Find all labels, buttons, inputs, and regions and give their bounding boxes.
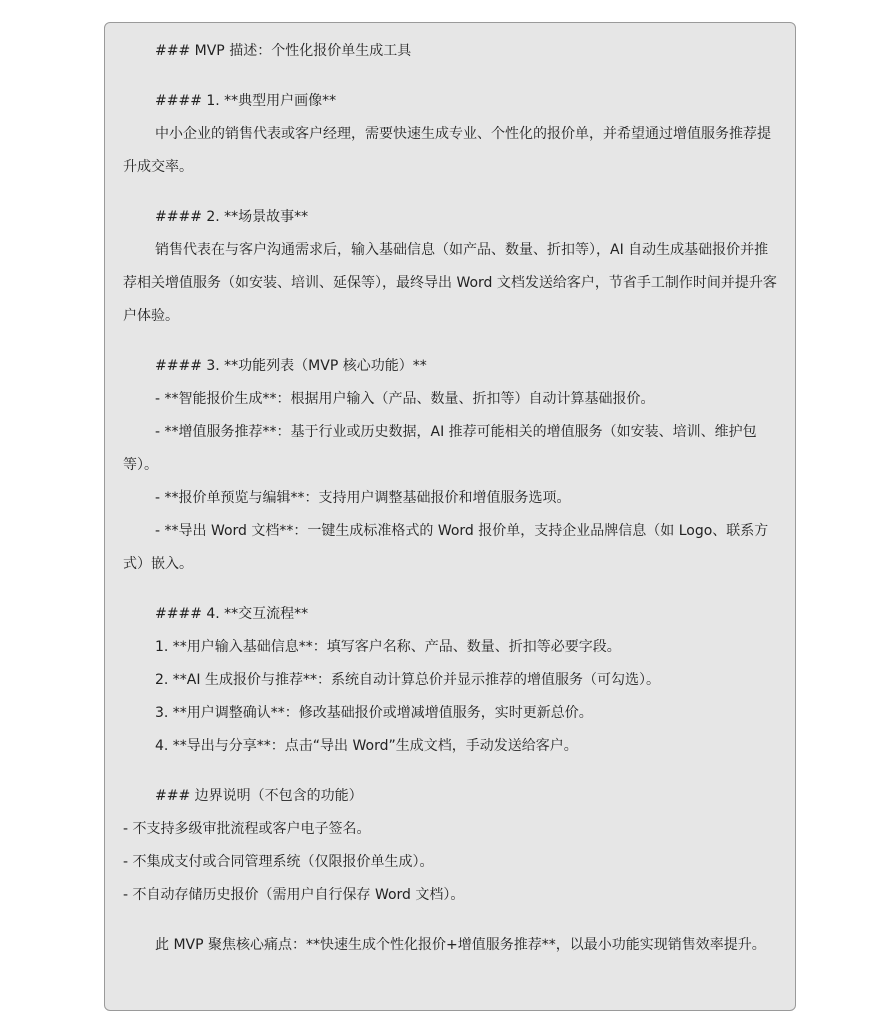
boundary-item: - 不支持多级审批流程或客户电子签名。 xyxy=(123,821,371,837)
summary-paragraph: 此 MVP 聚焦核心痛点：**快速生成个性化报价+增值服务推荐**，以最小功能实现销售效率提升。 xyxy=(155,937,766,953)
feature-item: - **报价单预览与编辑**：支持用户调整基础报价和增值服务选项。 xyxy=(155,490,571,506)
flow-step: 2. **AI 生成报价与推荐**：系统自动计算总价并显示推荐的增值服务（可勾选）。 xyxy=(155,672,660,688)
flow-step: 1. **用户输入基础信息**：填写客户名称、产品、数量、折扣等必要字段。 xyxy=(155,639,621,655)
section-body-scenario: 销售代表在与客户沟通需求后，输入基础信息（如产品、数量、折扣等），AI 自动生成基础报价并推荐相关增值服务（如安装、培训、延保等），最终导出 Word 文档发送给客户，节省手工制作时间并提升客户体验。 xyxy=(123,242,777,324)
section-heading-user-persona: #### 1. **典型用户画像** xyxy=(155,93,337,109)
flow-step: 3. **用户调整确认**：修改基础报价或增减增值服务，实时更新总价。 xyxy=(155,705,593,721)
boundary-item: - 不自动存储历史报价（需用户自行保存 Word 文档）。 xyxy=(123,887,465,903)
boundary-item: - 不集成支付或合同管理系统（仅限报价单生成）。 xyxy=(123,854,434,870)
doc-title: ### MVP 描述：个性化报价单生成工具 xyxy=(155,43,412,59)
flow-step: 4. **导出与分享**：点击“导出 Word”生成文档，手动发送给客户。 xyxy=(155,738,578,754)
document-card xyxy=(104,22,796,1011)
section-body-user-persona: 中小企业的销售代表或客户经理，需要快速生成专业、个性化的报价单，并希望通过增值服务推荐提升成交率。 xyxy=(123,126,771,175)
section-heading-features: #### 3. **功能列表（MVP 核心功能）** xyxy=(155,358,427,374)
feature-item: - **增值服务推荐**：基于行业或历史数据，AI 推荐可能相关的增值服务（如安装、培训、维护包等）。 xyxy=(123,424,757,473)
section-heading-interaction-flow: #### 4. **交互流程** xyxy=(155,606,309,622)
feature-item: - **智能报价生成**：根据用户输入（产品、数量、折扣等）自动计算基础报价。 xyxy=(155,391,655,407)
section-heading-boundaries: ### 边界说明（不包含的功能） xyxy=(155,788,363,804)
section-heading-scenario: #### 2. **场景故事** xyxy=(155,209,309,225)
feature-item: - **导出 Word 文档**：一键生成标准格式的 Word 报价单，支持企业品牌信息（如 Logo、联系方式）嵌入。 xyxy=(123,523,769,572)
